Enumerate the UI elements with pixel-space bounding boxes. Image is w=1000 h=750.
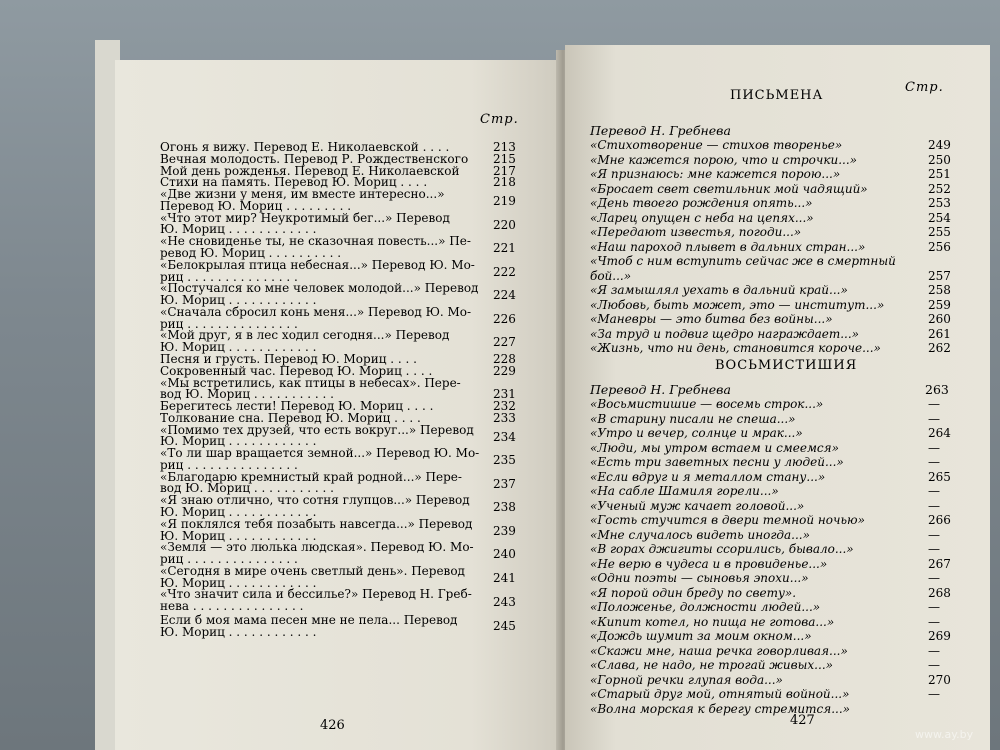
toc-line: Толкование сна. Перевод Ю. Мориц . . . . bbox=[160, 410, 421, 425]
toc-page-number: 265 bbox=[928, 469, 951, 484]
toc-page-number: 268 bbox=[928, 585, 951, 600]
toc-page-number: 227 bbox=[493, 335, 516, 350]
toc-line: «За труд и подвиг щедро награждает...» bbox=[590, 326, 859, 341]
toc-line: «На сабле Шамиля горели...» bbox=[590, 484, 779, 498]
toc-line: «Передают известья, погоди...» bbox=[590, 225, 802, 239]
toc-page-number: 219 bbox=[493, 194, 516, 209]
toc-line: «Ларец опущен с неба на цепях...» bbox=[590, 210, 814, 225]
toc-line: бой...» bbox=[590, 268, 632, 283]
toc-page-number: 231 bbox=[493, 387, 516, 402]
toc-line: «Люди, мы утром встаем и смеемся» bbox=[590, 440, 839, 455]
toc-line: «Гость стучится в двери темной ночью» bbox=[590, 513, 865, 527]
toc-page-number: — bbox=[928, 498, 940, 513]
watermark: www.ay.by bbox=[915, 728, 974, 741]
toc-page-number: 224 bbox=[493, 288, 516, 303]
toc-line: Ю. Мориц . . . . . . . . . . . . bbox=[160, 625, 317, 640]
toc-line: «Чтоб с ним вступить сейчас же в смертный bbox=[590, 254, 896, 268]
toc-line: «То ли шар вращается земной...» Перевод Ю. Мо- bbox=[160, 446, 480, 461]
toc-line: «Я знаю отлично, что сотня глупцов...» Перевод bbox=[160, 493, 470, 508]
toc-line: «Утро и вечер, солнце и мрак...» bbox=[590, 426, 803, 440]
toc-line: «Бросает свет светильник мой чадящий» bbox=[590, 181, 868, 196]
toc-page-number: 229 bbox=[493, 363, 516, 378]
toc-line: «Жизнь, что ни день, становится короче...» bbox=[590, 341, 881, 355]
toc-page-number: 262 bbox=[928, 341, 951, 355]
toc-page-number: 254 bbox=[928, 210, 951, 225]
toc-line: «Старый друг мой, отнятый войной...» bbox=[590, 687, 850, 701]
toc-page-number: 253 bbox=[928, 196, 951, 210]
toc-line: риц . . . . . . . . . . . . . . . bbox=[160, 316, 298, 331]
toc-line: Ю. Мориц . . . . . . . . . . . . bbox=[160, 575, 317, 590]
toc-line: Ю. Мориц . . . . . . . . . . . . bbox=[160, 293, 317, 308]
toc-page-number: 239 bbox=[493, 523, 516, 538]
toc-page-number: 234 bbox=[493, 429, 516, 444]
toc-line: «Наш пароход плывет в дальних стран...» bbox=[590, 239, 866, 254]
toc-line: «Восьмистишие — восемь строк...» bbox=[590, 397, 824, 411]
toc-line: Ю. Мориц . . . . . . . . . . . . bbox=[160, 340, 317, 355]
toc-page-number: 258 bbox=[928, 283, 951, 297]
toc-page-number: 264 bbox=[928, 426, 951, 440]
toc-line: «Не верю в чудеса и в провиденье...» bbox=[590, 556, 828, 571]
right-folio: 427 bbox=[790, 713, 815, 728]
toc-page-number: 220 bbox=[493, 217, 516, 232]
toc-line: Ю. Мориц . . . . . . . . . . . . bbox=[160, 434, 317, 449]
toc-line: «Есть три заветных песни у людей...» bbox=[590, 455, 844, 469]
toc-line: Огонь я вижу. Перевод Е. Николаевской . . . . bbox=[160, 140, 450, 154]
toc-page-number: 243 bbox=[493, 594, 516, 609]
translator-heading-2-page: 263 bbox=[925, 382, 949, 397]
toc-page-number: 249 bbox=[928, 138, 951, 152]
toc-line: риц . . . . . . . . . . . . . . . bbox=[160, 552, 298, 567]
toc-page-number: 259 bbox=[928, 297, 951, 312]
toc-page-number: — bbox=[928, 484, 940, 498]
toc-line: Ю. Мориц . . . . . . . . . . . . bbox=[160, 505, 317, 520]
toc-page-number: — bbox=[928, 643, 940, 658]
toc-page-number: 251 bbox=[928, 167, 951, 181]
toc-page-number: 232 bbox=[493, 399, 516, 414]
toc-page-number: — bbox=[928, 571, 940, 585]
toc-page-number: 266 bbox=[928, 513, 951, 527]
toc-line: «Я замышлял уехать в дальний край...» bbox=[590, 283, 848, 297]
toc-line: «Я порой один бреду по свету». bbox=[590, 585, 797, 600]
toc-line: «Волна морская к берегу стремится...» bbox=[590, 701, 850, 716]
toc-line: Берегитесь лести! Перевод Ю. Мориц . . . . bbox=[160, 399, 434, 414]
toc-line: Мой день рожденья. Перевод Е. Николаевской bbox=[160, 163, 460, 178]
toc-page-number: 260 bbox=[928, 312, 951, 326]
toc-line: «Положенье, должности людей...» bbox=[590, 600, 821, 614]
toc-page-number: — bbox=[928, 411, 940, 426]
toc-page-number: — bbox=[928, 397, 940, 411]
toc-line: «Горной речки глупая вода...» bbox=[590, 672, 783, 687]
translator-heading-1: Перевод Н. Гребнева bbox=[590, 123, 731, 138]
toc-line: Сокровенный час. Перевод Ю. Мориц . . . . bbox=[160, 363, 433, 378]
toc-page-number: 228 bbox=[493, 351, 516, 366]
toc-line: «Дождь шумит за моим окном...» bbox=[590, 629, 812, 643]
toc-line: «Стихотворение — стихов творенье» bbox=[590, 138, 843, 152]
toc-page-number: — bbox=[928, 687, 940, 701]
toc-line: «Одни поэты — сыновья эпохи...» bbox=[590, 571, 809, 585]
toc-line: «Ученый муж качает головой...» bbox=[590, 498, 805, 513]
toc-page-number: 269 bbox=[928, 629, 951, 643]
toc-line: «Сначала сбросил конь меня...» Перевод Ю. Мо- bbox=[160, 304, 472, 319]
toc-line: «Кипит котел, но пища не готова...» bbox=[590, 614, 835, 629]
toc-line: «Две жизни у меня, им вместе интересно...» bbox=[160, 187, 445, 202]
toc-line: «Мы встретились, как птицы в небесах». Пере- bbox=[160, 375, 461, 390]
toc-page-number: 226 bbox=[493, 311, 516, 326]
toc-line: «Благодарю кремнистый край родной...» Пере- bbox=[160, 469, 462, 484]
toc-line: «Маневры — это битва без войны...» bbox=[590, 312, 833, 326]
toc-line: «Что этот мир? Неукротимый бег...» Перевод bbox=[160, 210, 450, 225]
toc-page-number: — bbox=[928, 527, 940, 542]
toc-line: «В горах джигиты ссорились, бывало...» bbox=[590, 542, 854, 556]
toc-line: ревод Ю. Мориц . . . . . . . . . . bbox=[160, 245, 342, 260]
toc-page-number: 261 bbox=[928, 326, 951, 341]
toc-line: риц . . . . . . . . . . . . . . . bbox=[160, 269, 298, 284]
right-str-label: Стр. bbox=[905, 80, 944, 95]
toc-line: Вечная молодость. Перевод Р. Рождественского bbox=[160, 151, 469, 166]
toc-page-number: 233 bbox=[493, 410, 516, 425]
toc-line: «Любовь, быть может, это — институт...» bbox=[590, 297, 885, 312]
toc-line: «Мой друг, я в лес ходил сегодня...» Перевод bbox=[160, 328, 450, 343]
toc-line: «Мне случалось видеть иногда...» bbox=[590, 527, 810, 542]
toc-line: «День твоего рождения опять...» bbox=[590, 196, 813, 210]
toc-line: Песня и грусть. Перевод Ю. Мориц . . . . bbox=[160, 351, 417, 366]
left-folio: 426 bbox=[320, 718, 345, 733]
toc-line: «Земля — это люлька людская». Перевод Ю. Мо- bbox=[160, 540, 474, 555]
toc-line: Перевод Ю. Мориц . . . . . . . . . bbox=[160, 198, 352, 213]
toc-page-number: 250 bbox=[928, 152, 951, 167]
toc-page-number: — bbox=[928, 658, 940, 672]
toc-page-number: 267 bbox=[928, 556, 951, 571]
toc-page-number: — bbox=[928, 542, 940, 556]
toc-page-number: 238 bbox=[493, 500, 516, 515]
toc-line: «Если вдруг и я металлом стану...» bbox=[590, 469, 826, 484]
toc-line: Ю. Мориц . . . . . . . . . . . . bbox=[160, 528, 317, 543]
toc-page-number: — bbox=[928, 455, 940, 469]
toc-page-number: 240 bbox=[493, 547, 516, 562]
toc-page-number: — bbox=[928, 600, 940, 614]
toc-page-number: 245 bbox=[493, 619, 516, 634]
left-str-label: Стр. bbox=[480, 112, 519, 127]
toc-page-number: — bbox=[928, 440, 940, 455]
toc-page-number: 235 bbox=[493, 453, 516, 468]
toc-line: «Сегодня в мире очень светлый день». Перевод bbox=[160, 563, 465, 578]
toc-line: «В старину писали не спеша...» bbox=[590, 411, 796, 426]
toc-page-number: 213 bbox=[493, 140, 516, 154]
toc-page-number: 241 bbox=[493, 570, 516, 585]
section-title-vosmistishiya: ВОСЬМИСТИШИЯ bbox=[715, 358, 858, 373]
toc-line: «Я признаюсь: мне кажется порою...» bbox=[590, 167, 841, 181]
toc-page-number: 215 bbox=[493, 151, 516, 166]
toc-page-number: — bbox=[928, 614, 940, 629]
toc-page-number: 218 bbox=[493, 175, 516, 190]
toc-line: «Постучался ко мне человек молодой...» Перевод bbox=[160, 281, 479, 296]
toc-line: «Белокрылая птица небесная...» Перевод Ю. Мо- bbox=[160, 257, 475, 272]
toc-line: «Помимо тех друзей, что есть вокруг...» Перевод bbox=[160, 422, 474, 437]
toc-line: Стихи на память. Перевод Ю. Мориц . . . . bbox=[160, 175, 428, 190]
toc-line: нева . . . . . . . . . . . . . . . bbox=[160, 599, 304, 614]
toc-line: «Не сновиденье ты, не сказочная повесть...» Пе- bbox=[160, 234, 471, 249]
toc-page-number: 255 bbox=[928, 225, 951, 239]
toc-line: Если б моя мама песен мне не пела... Перевод bbox=[160, 613, 458, 628]
toc-line: «Я поклялся тебя позабыть навсегда...» Перевод bbox=[160, 516, 473, 531]
toc-line: Ю. Мориц . . . . . . . . . . . . bbox=[160, 222, 317, 237]
toc-line: «Скажи мне, наша речка говорливая...» bbox=[590, 643, 848, 658]
toc-page-number: 270 bbox=[928, 672, 951, 687]
section-title-pismena: ПИСЬМЕНА bbox=[730, 88, 824, 103]
toc-line: риц . . . . . . . . . . . . . . . bbox=[160, 457, 298, 472]
toc-page-number: 222 bbox=[493, 264, 516, 279]
toc-line: «Слава, не надо, не трогай живых...» bbox=[590, 658, 833, 672]
translator-heading-2: Перевод Н. Гребнева bbox=[590, 382, 731, 397]
toc-page-number: 256 bbox=[928, 239, 951, 254]
toc-page-number: 237 bbox=[493, 476, 516, 491]
toc-line: «Мне кажется порою, что и строчки...» bbox=[590, 152, 857, 167]
toc-page-number: 252 bbox=[928, 181, 951, 196]
toc-line: «Что значит сила и бессилье?» Перевод Н. Греб- bbox=[160, 587, 472, 602]
toc-page-number: 221 bbox=[493, 241, 516, 256]
toc-line: вод Ю. Мориц . . . . . . . . . . . bbox=[160, 481, 334, 496]
toc-page-number: 217 bbox=[493, 163, 516, 178]
toc-page-number: 257 bbox=[928, 268, 951, 283]
toc-line: вод Ю. Мориц . . . . . . . . . . . bbox=[160, 387, 334, 402]
